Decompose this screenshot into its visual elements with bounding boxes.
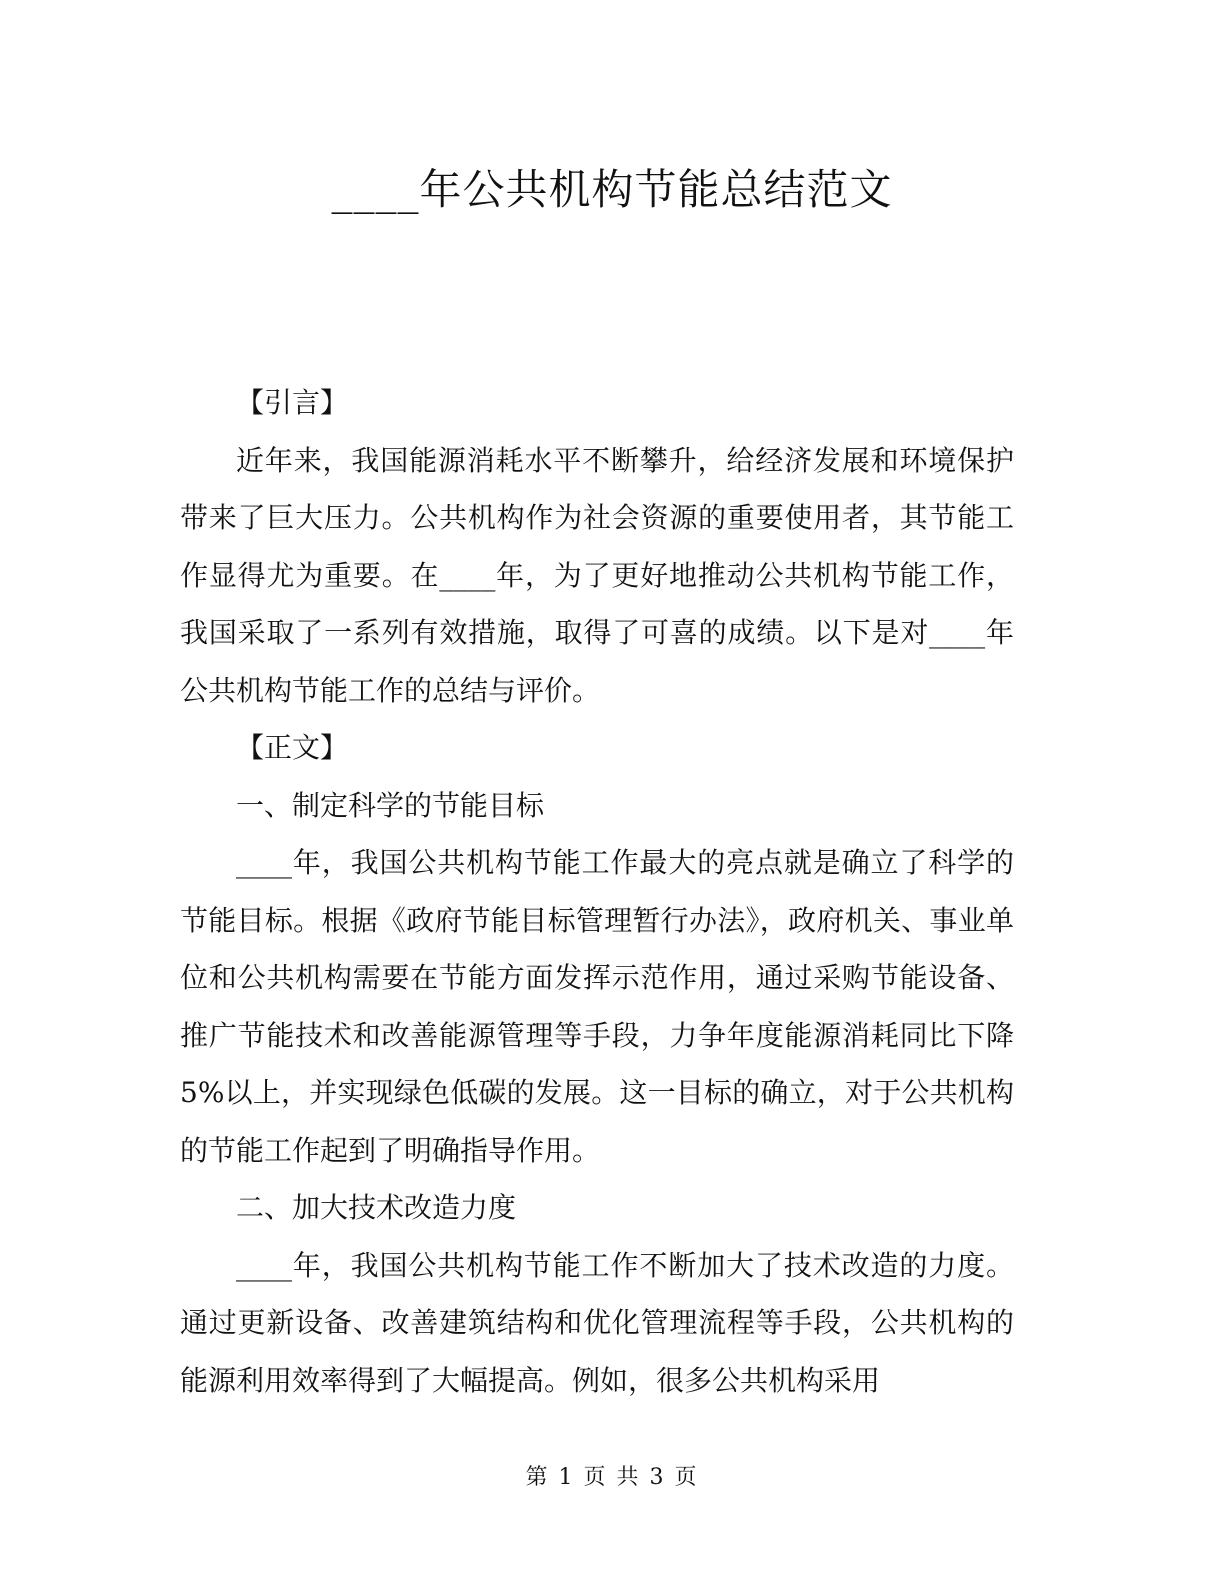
document-title: ____年公共机构节能总结范文 <box>331 165 893 214</box>
section1-paragraph: ____年，我国公共机构节能工作最大的亮点就是确立了科学的节能目标。根据《政府节能目标管理暂行办法》，政府机关、事业单位和公共机构需要在节能方面发挥示范作用，通过采购节能设备、推广节能技术和改善能源管理等手段，力争年度能源消耗同比下降 5%以上，并实现绿色低碳的发展。这一目标的确立，对于公共机构的节能工作起到了明确指导作用。 <box>180 846 1014 1167</box>
document-body <box>180 374 1014 1409</box>
page-number-footer: 第 1 页 共 3 页 <box>525 1465 699 1490</box>
section2-paragraph: ____年，我国公共机构节能工作不断加大了技术改造的力度。通过更新设备、改善建筑结构和优化管理流程等手段，公共机构的能源利用效率得到了大幅提高。例如，很多公共机构采用 <box>180 1248 1014 1397</box>
intro-heading: 【引言】 <box>236 386 349 419</box>
body-heading: 【正文】 <box>236 731 349 764</box>
intro-paragraph: 近年来，我国能源消耗水平不断攀升，给经济发展和环境保护带来了巨大压力。公共机构作为社会资源的重要使用者，其节能工作显得尤为重要。在____年，为了更好地推动公共机构节能工作，我国采取了一系列有效措施，取得了可喜的成绩。以下是对____年公共机构节能工作的总结与评价。 <box>180 443 1014 707</box>
section1-heading: 一、制定科学的节能目标 <box>236 788 545 822</box>
section2-heading: 二、加大技术改造力度 <box>236 1191 517 1224</box>
